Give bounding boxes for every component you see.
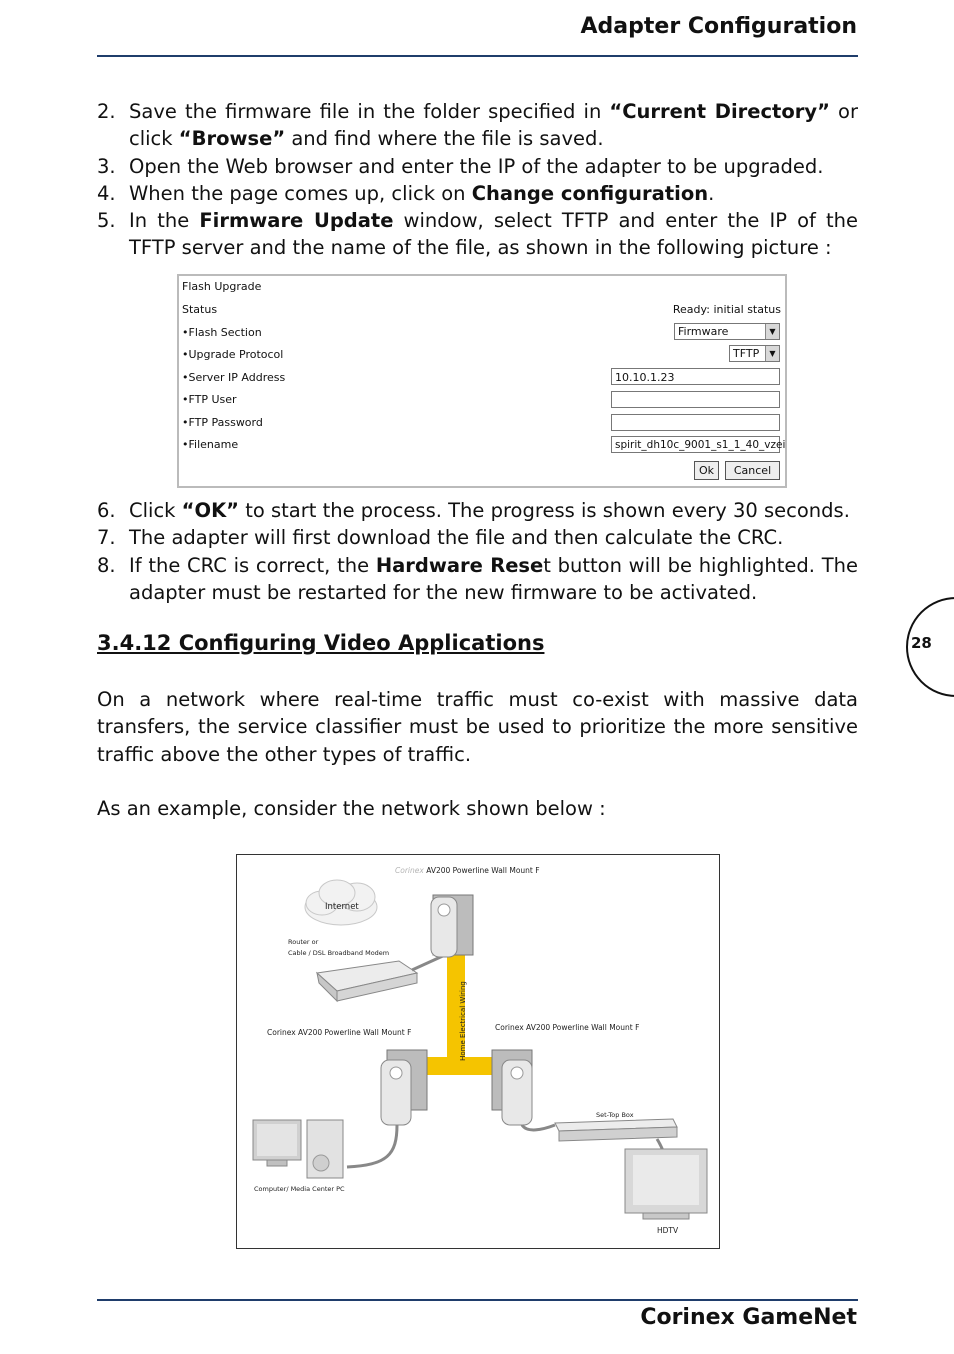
step-text: window, select TFTP and enter the IP of the TFTP server and the name of the file, as shown in the following picture : <box>129 209 859 260</box>
step-text: t button will be highlighted. The adapter must be restarted for the new firmware to be activated. <box>129 553 858 604</box>
footer-rule <box>97 1299 858 1301</box>
header-rule <box>97 55 858 57</box>
cancel-button[interactable]: Cancel <box>725 461 780 480</box>
filename-input[interactable]: spirit_dh10c_9001_s1_1_40_vzei <box>611 436 780 453</box>
section-paragraph-1: On a network where real-time traffic must co-exist with massive data transfers, the service classifier must be used to prioritize the more sensitive traffic above the other types of traffic. <box>97 688 858 766</box>
step-4 <box>97 180 858 207</box>
upgrade-protocol-select[interactable] <box>729 345 780 362</box>
flash-section-value: Firmware <box>678 325 729 338</box>
step-text: Open the Web browser and enter the IP of the adapter to be upgraded. <box>129 154 824 178</box>
section-heading: 3.4.12 Configuring Video Applications <box>97 631 545 655</box>
step-text: . <box>708 181 715 205</box>
step-6 <box>97 497 858 524</box>
step-7 <box>97 524 858 551</box>
step-number: 7. <box>97 526 116 550</box>
ftp-user-label: •FTP User <box>182 393 237 406</box>
top-adapter-label: AV200 Powerline Wall Mount F <box>423 866 540 875</box>
step-text: In the <box>129 209 200 233</box>
ok-button[interactable]: Ok <box>694 461 719 480</box>
step-emphasis: “Browse” <box>178 127 286 151</box>
flash-section-label: •Flash Section <box>182 326 262 339</box>
network-diagram <box>236 854 720 1249</box>
step-text: Save the firmware file in the folder specified in <box>129 100 610 123</box>
status-label: Status <box>182 303 218 316</box>
step-text: to start the process. The progress is shown every 30 seconds. <box>239 499 850 522</box>
step-emphasis: Change configuration <box>471 181 709 205</box>
wiring-label: Home Electrical Wiring <box>459 981 467 1061</box>
steps-bottom <box>97 497 858 606</box>
left-adapter-icon <box>381 1050 427 1125</box>
computer-tower-icon <box>307 1120 343 1178</box>
step-8 <box>97 552 858 607</box>
step-5 <box>97 207 858 262</box>
step-text: Click <box>129 499 182 522</box>
step-text: and find where the file is saved. <box>285 127 604 151</box>
top-adapter-icon <box>431 895 473 957</box>
server-ip-input[interactable]: 10.10.1.23 <box>611 368 780 385</box>
step-emphasis: “OK” <box>181 499 239 522</box>
diagram-top-label <box>395 866 540 875</box>
router-icon <box>317 961 417 1001</box>
brand-text: Corinex <box>395 866 424 875</box>
ftp-user-input[interactable] <box>611 391 780 408</box>
filename-label: •Filename <box>182 438 239 451</box>
header-title: Adapter Configuration <box>580 14 857 39</box>
set-top-box-icon <box>555 1119 677 1141</box>
flash-upgrade-form <box>177 274 787 488</box>
left-adapter-label: Corinex AV200 Powerline Wall Mount F <box>267 1028 412 1037</box>
router-label-line2: Cable / DSL Broadband Modem <box>288 949 390 957</box>
step-3 <box>97 153 858 180</box>
step-number: 8. <box>97 553 116 577</box>
upgrade-protocol-label: •Upgrade Protocol <box>182 348 284 361</box>
step-emphasis: Hardware Rese <box>375 553 544 577</box>
router-label-line1: Router or <box>288 938 319 946</box>
step-emphasis: Firmware Update <box>199 209 394 233</box>
upgrade-protocol-value: TFTP <box>733 347 760 360</box>
status-value: Ready: initial status <box>672 303 781 316</box>
section-paragraph-2: As an example, consider the network shown below : <box>97 797 606 820</box>
step-number: 3. <box>97 154 116 178</box>
step-number: 6. <box>97 499 116 522</box>
step-text: If the CRC is correct, the <box>129 553 376 577</box>
hdtv-label: HDTV <box>657 1226 679 1235</box>
footer-title: Corinex GameNet <box>640 1305 857 1330</box>
step-number: 2. <box>97 100 116 123</box>
step-number: 4. <box>97 181 116 205</box>
step-number: 5. <box>97 209 116 233</box>
hdtv-icon <box>625 1149 707 1219</box>
ftp-password-label: •FTP Password <box>182 416 263 429</box>
step-text: The adapter will first download the file and then calculate the CRC. <box>129 526 784 550</box>
right-adapter-icon <box>492 1050 532 1125</box>
page-number: 28 <box>911 634 932 652</box>
computer-label: Computer/ Media Center PC <box>254 1185 345 1193</box>
chevron-down-icon[interactable]: ▼ <box>765 346 779 361</box>
right-adapter-label: Corinex AV200 Powerline Wall Mount F <box>495 1023 640 1032</box>
step-text: When the page comes up, click on <box>129 181 472 205</box>
steps-top <box>97 98 858 262</box>
step-emphasis: “Current Directory” <box>609 100 830 123</box>
flash-section-select[interactable] <box>674 323 780 340</box>
internet-label: Internet <box>325 902 359 912</box>
step-2 <box>97 98 858 153</box>
chevron-down-icon[interactable]: ▼ <box>765 324 779 339</box>
form-title: Flash Upgrade <box>182 280 262 293</box>
computer-monitor-icon <box>253 1120 301 1166</box>
ftp-password-input[interactable] <box>611 414 780 431</box>
step-text: or click <box>129 100 858 151</box>
settop-label: Set-Top Box <box>596 1111 634 1119</box>
server-ip-label: •Server IP Address <box>182 371 286 384</box>
